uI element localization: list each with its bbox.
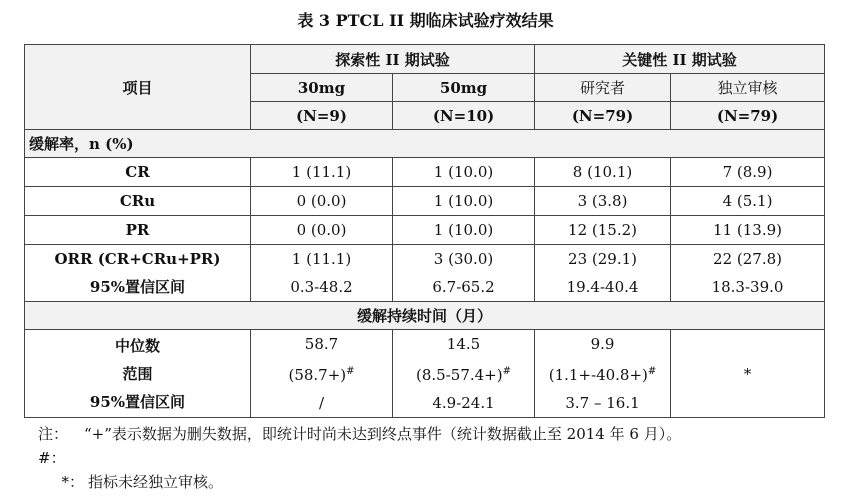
group-header-exploratory: 探索性 II 期试验: [251, 45, 535, 74]
section-row-duration: [25, 302, 825, 330]
table-cell: 12 (15.2): [535, 216, 671, 245]
col-header-investigator: 研究者: [535, 74, 671, 102]
note-not-reviewed: [38, 470, 798, 494]
col-n-30mg: (N=9): [251, 102, 393, 130]
group-header-pivotal: 关键性 II 期试验: [535, 45, 825, 74]
col-header-30mg: 30mg: [251, 74, 393, 102]
orr-value: 23 (29.1): [568, 250, 637, 268]
table-cell: 1 (10.0): [393, 216, 535, 245]
table-cell: [393, 245, 535, 302]
note-censored: [38, 422, 798, 470]
range-value-wrap: [397, 358, 530, 389]
note-mark: *：: [61, 473, 84, 491]
table-cell: 0 (0.0): [251, 187, 393, 216]
range-value: (1.1+-40.8+): [548, 366, 648, 384]
ci-value: 18.3-39.0: [711, 278, 784, 296]
median-value: 9.9: [590, 335, 615, 353]
item-header: 项目: [25, 45, 251, 130]
ci-value: 4.9-24.1: [432, 394, 495, 412]
row-label: CR: [25, 158, 251, 187]
table-row: [25, 216, 825, 245]
censor-mark: #: [502, 366, 511, 377]
table-cell: 11 (13.9): [671, 216, 825, 245]
efficacy-table: [24, 44, 825, 418]
row-label: PR: [25, 216, 251, 245]
orr-value: 3 (30.0): [433, 250, 494, 268]
section-label: 缓解率，n (%): [25, 130, 825, 158]
table-cell: 4 (5.1): [671, 187, 825, 216]
orr-label: ORR (CR+CRu+PR): [54, 250, 221, 268]
col-n-independent: (N=79): [671, 102, 825, 130]
table-cell: 1 (10.0): [393, 187, 535, 216]
table-row: [25, 187, 825, 216]
col-n-50mg: (N=10): [393, 102, 535, 130]
note-mark: 注：#：: [38, 425, 69, 467]
table-cell: [671, 245, 825, 302]
ci-label: 95%置信区间: [89, 392, 186, 411]
ci-value: 3.7 – 16.1: [565, 394, 640, 412]
row-label: CRu: [25, 187, 251, 216]
table-cell: [393, 330, 535, 418]
orr-value: 1 (11.1): [291, 250, 352, 268]
ci-value: /: [318, 394, 325, 412]
table-cell: 1 (11.1): [251, 158, 393, 187]
table-cell-independent: *: [671, 330, 825, 418]
median-value: 58.7: [304, 335, 339, 353]
table-cell: 7 (8.9): [671, 158, 825, 187]
section-row-remission: [25, 130, 825, 158]
note-text: “+”表示数据为删失数据，即统计时尚未达到终点事件（统计数据截止至 2014 年 6 月）。: [84, 425, 682, 443]
table-row-orr: [25, 245, 825, 302]
row-label: [25, 245, 251, 302]
header-row-groups: [25, 45, 825, 74]
col-header-independent: 独立审核: [671, 74, 825, 102]
table-cell: [535, 245, 671, 302]
table-cell: [251, 330, 393, 418]
row-label: [25, 330, 251, 418]
range-value: (58.7+): [288, 366, 347, 384]
table-notes: [38, 422, 798, 494]
censor-mark: #: [647, 366, 657, 377]
range-value-wrap: [255, 358, 388, 389]
note-text: 指标未经独立审核。: [88, 473, 224, 491]
ci-value: 19.4-40.4: [566, 278, 639, 296]
section-label: 缓解持续时间（月）: [25, 302, 825, 330]
range-value-wrap: [539, 358, 666, 389]
col-n-investigator: (N=79): [535, 102, 671, 130]
range-label: 范围: [122, 364, 153, 383]
table-caption: 表 3 PTCL II 期临床试验疗效结果: [297, 11, 554, 30]
table-row: [25, 158, 825, 187]
ci-value: 6.7-65.2: [432, 278, 495, 296]
range-value: (8.5-57.4+): [416, 366, 503, 384]
table-cell: [535, 330, 671, 418]
table-cell: [251, 245, 393, 302]
table-cell: 8 (10.1): [535, 158, 671, 187]
table-row-duration: [25, 330, 825, 418]
col-header-50mg: 50mg: [393, 74, 535, 102]
median-label: 中位数: [114, 336, 160, 355]
orr-value: 22 (27.8): [713, 250, 782, 268]
table-cell: 0 (0.0): [251, 216, 393, 245]
median-value: 14.5: [446, 335, 481, 353]
ci-value: 0.3-48.2: [290, 278, 353, 296]
censor-mark: #: [346, 366, 355, 377]
ci-label: 95%置信区间: [89, 278, 186, 296]
table-cell: 1 (10.0): [393, 158, 535, 187]
table-cell: 3 (3.8): [535, 187, 671, 216]
